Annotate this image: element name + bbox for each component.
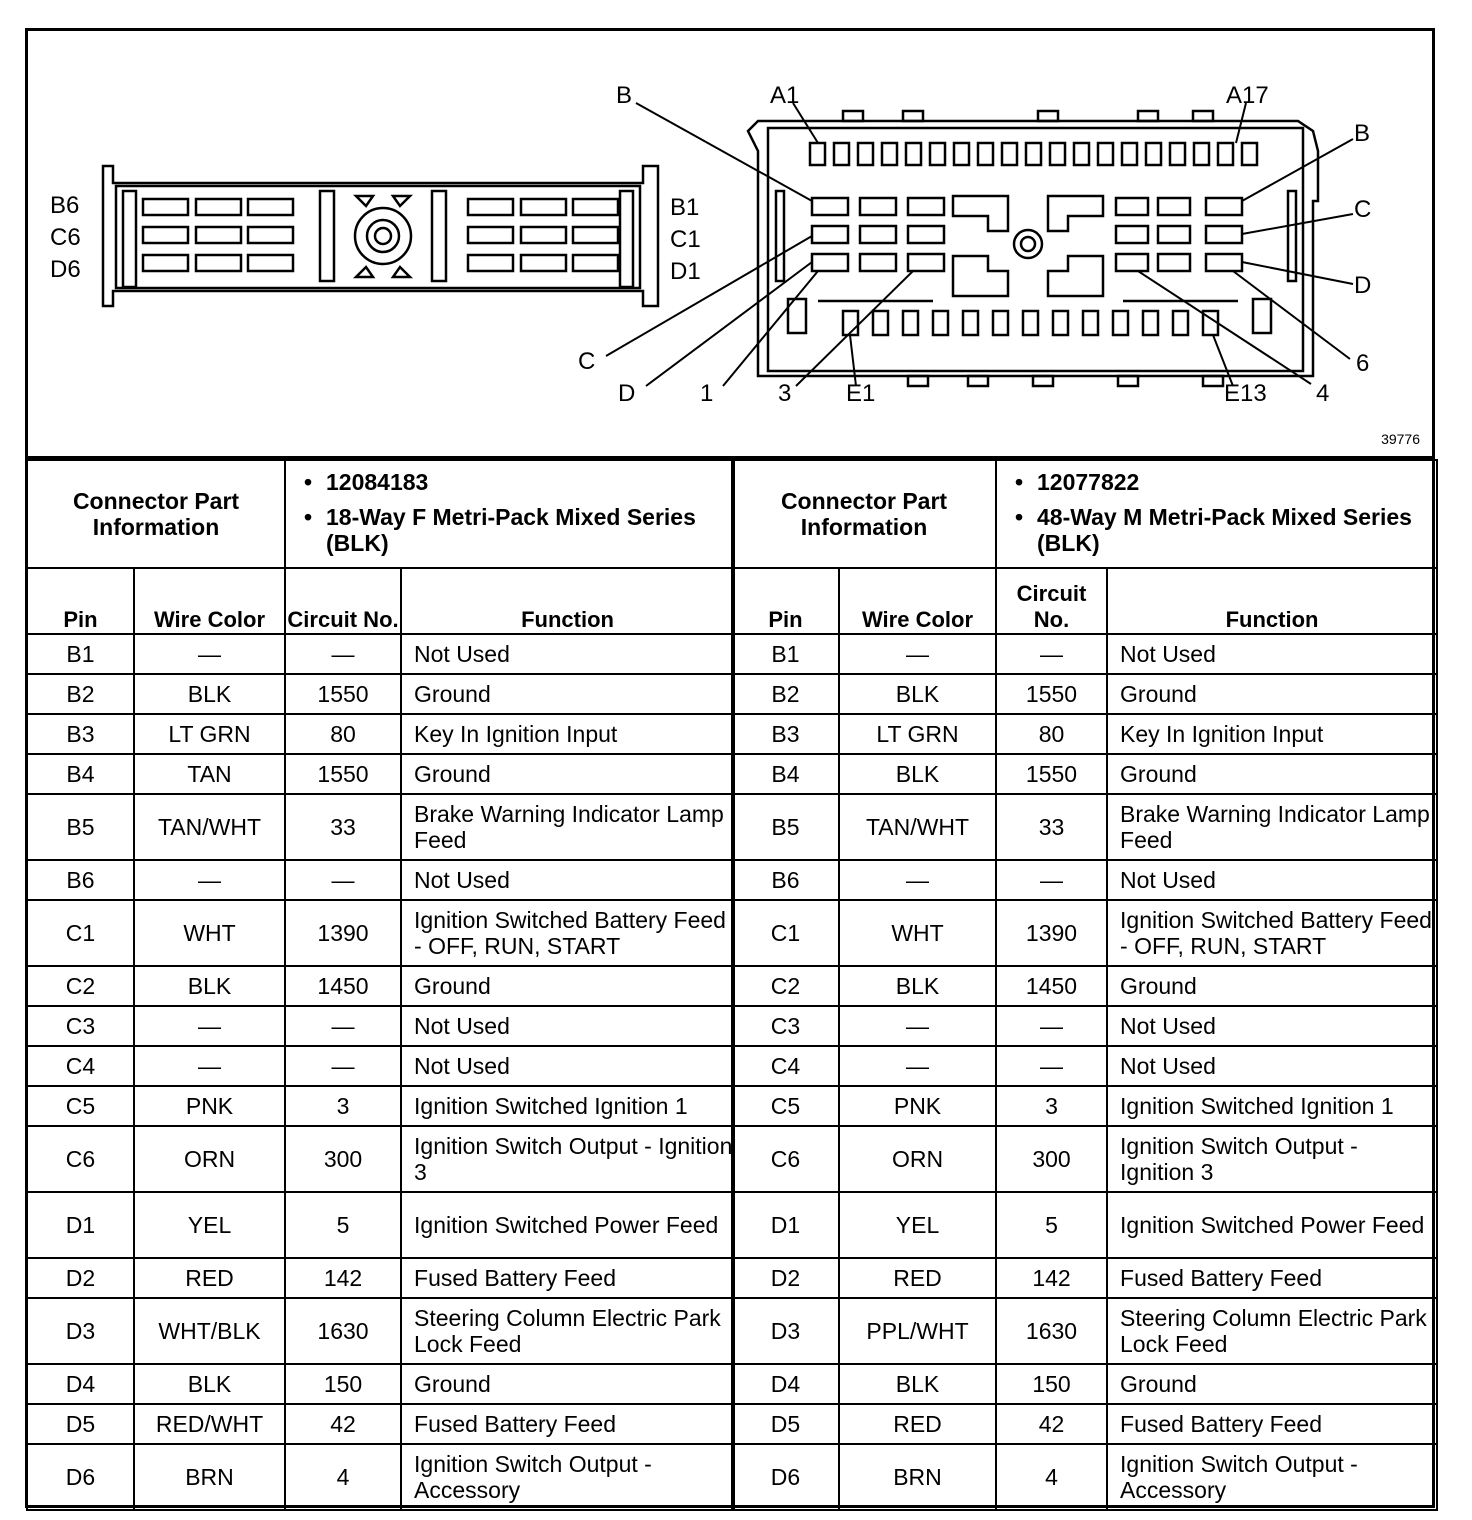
table-row bbox=[732, 1192, 1437, 1258]
pin-cell: C1 bbox=[732, 900, 839, 966]
pin-cell: B4 bbox=[732, 754, 839, 794]
label-b6: B6 bbox=[50, 192, 80, 219]
circuit-number-cell: 3 bbox=[996, 1086, 1107, 1126]
circuit-number-cell: 1550 bbox=[285, 754, 401, 794]
table-row bbox=[732, 1364, 1437, 1404]
connector-info-item: • 48-Way M Metri-Pack Mixed Series (BLK) bbox=[1037, 504, 1426, 556]
column-header-pin: Pin bbox=[732, 568, 839, 634]
circuit-number-cell: 5 bbox=[996, 1192, 1107, 1258]
table-row bbox=[732, 1298, 1437, 1364]
function-cell: Key In Ignition Input bbox=[1107, 714, 1437, 754]
table-row bbox=[732, 900, 1437, 966]
table-row bbox=[27, 900, 734, 966]
wire-color-cell: — bbox=[839, 1046, 996, 1086]
left-connector-body bbox=[103, 166, 658, 306]
table-row bbox=[27, 1444, 734, 1510]
circuit-number-cell: 33 bbox=[996, 794, 1107, 860]
label-d6: D6 bbox=[50, 256, 81, 283]
pin-cell: D1 bbox=[732, 1192, 839, 1258]
wire-color-cell: WHT/BLK bbox=[134, 1298, 285, 1364]
table-row bbox=[27, 1086, 734, 1126]
pin-cell: D4 bbox=[732, 1364, 839, 1404]
table-row bbox=[732, 1258, 1437, 1298]
function-cell: Ignition Switch Output - Accessory bbox=[1107, 1444, 1437, 1510]
function-cell: Ground bbox=[1107, 674, 1437, 714]
pin-cell: B2 bbox=[732, 674, 839, 714]
connector-info-row bbox=[732, 460, 1437, 568]
function-cell: Fused Battery Feed bbox=[1107, 1404, 1437, 1444]
circuit-number-cell: 1630 bbox=[996, 1298, 1107, 1364]
table-row bbox=[732, 634, 1437, 674]
circuit-number-cell: 300 bbox=[285, 1126, 401, 1192]
wire-color-cell: RED bbox=[839, 1258, 996, 1298]
circuit-number-cell: — bbox=[996, 1006, 1107, 1046]
circuit-number-cell: 1550 bbox=[285, 674, 401, 714]
column-header-wire: Wire Color bbox=[839, 568, 996, 634]
circuit-number-cell: — bbox=[996, 860, 1107, 900]
function-cell: Ground bbox=[1107, 1364, 1437, 1404]
pin-cell: C6 bbox=[732, 1126, 839, 1192]
circuit-number-cell: — bbox=[285, 1006, 401, 1046]
connector-info-label: Connector Part Information bbox=[27, 460, 285, 568]
wire-color-cell: PNK bbox=[839, 1086, 996, 1126]
function-cell: Not Used bbox=[1107, 860, 1437, 900]
connector-diagram bbox=[28, 31, 1432, 459]
label-e1: E1 bbox=[846, 380, 876, 407]
table-row bbox=[27, 754, 734, 794]
circuit-number-cell: 5 bbox=[285, 1192, 401, 1258]
function-cell: Ground bbox=[401, 966, 734, 1006]
wire-color-cell: YEL bbox=[839, 1192, 996, 1258]
connector-info-row bbox=[27, 460, 734, 568]
column-header-circuit: Circuit No. bbox=[996, 568, 1107, 634]
pin-cell: B4 bbox=[27, 754, 134, 794]
wire-color-cell: — bbox=[134, 1046, 285, 1086]
circuit-number-cell: 3 bbox=[285, 1086, 401, 1126]
pin-cell: B1 bbox=[27, 634, 134, 674]
label-a1: A1 bbox=[770, 82, 800, 109]
table-row bbox=[27, 860, 734, 900]
pin-cell: B5 bbox=[732, 794, 839, 860]
pin-cell: B3 bbox=[27, 714, 134, 754]
circuit-number-cell: 4 bbox=[285, 1444, 401, 1510]
circuit-number-cell: — bbox=[285, 860, 401, 900]
table-row bbox=[732, 860, 1437, 900]
circuit-number-cell: 42 bbox=[285, 1404, 401, 1444]
table-row bbox=[732, 966, 1437, 1006]
function-cell: Ground bbox=[1107, 754, 1437, 794]
function-cell: Ground bbox=[401, 1364, 734, 1404]
pin-cell: C4 bbox=[732, 1046, 839, 1086]
wire-color-cell: — bbox=[134, 634, 285, 674]
label-top-b: B bbox=[616, 82, 633, 109]
function-cell: Ignition Switch Output - Ignition 3 bbox=[401, 1126, 734, 1192]
wire-color-cell: LT GRN bbox=[134, 714, 285, 754]
column-header-function: Function bbox=[401, 568, 734, 634]
function-cell: Brake Warning Indicator Lamp Feed bbox=[401, 794, 734, 860]
pin-cell: D6 bbox=[732, 1444, 839, 1510]
label-four: 4 bbox=[1316, 380, 1330, 407]
label-c1: C1 bbox=[670, 226, 701, 253]
wire-color-cell: WHT bbox=[839, 900, 996, 966]
table-row bbox=[732, 1404, 1437, 1444]
circuit-number-cell: 42 bbox=[996, 1404, 1107, 1444]
function-cell: Ignition Switched Ignition 1 bbox=[1107, 1086, 1437, 1126]
label-a17: A17 bbox=[1226, 82, 1269, 109]
wire-color-cell: ORN bbox=[839, 1126, 996, 1192]
circuit-number-cell: 1630 bbox=[285, 1298, 401, 1364]
pin-cell: D6 bbox=[27, 1444, 134, 1510]
column-header-circuit: Circuit No. bbox=[285, 568, 401, 634]
column-header-wire: Wire Color bbox=[134, 568, 285, 634]
function-cell: Ground bbox=[401, 754, 734, 794]
pin-cell: C3 bbox=[732, 1006, 839, 1046]
wire-color-cell: BRN bbox=[134, 1444, 285, 1510]
connector-table-18-way bbox=[26, 459, 735, 1511]
pin-cell: D2 bbox=[732, 1258, 839, 1298]
function-cell: Steering Column Electric Park Lock Feed bbox=[1107, 1298, 1437, 1364]
table-row bbox=[732, 1006, 1437, 1046]
function-cell: Not Used bbox=[1107, 634, 1437, 674]
function-cell: Not Used bbox=[401, 634, 734, 674]
pin-cell: C4 bbox=[27, 1046, 134, 1086]
wire-color-cell: BLK bbox=[839, 674, 996, 714]
table-row bbox=[27, 1046, 734, 1086]
wire-color-cell: BLK bbox=[839, 754, 996, 794]
circuit-number-cell: — bbox=[996, 1046, 1107, 1086]
wire-color-cell: RED bbox=[134, 1258, 285, 1298]
function-cell: Ignition Switched Power Feed bbox=[1107, 1192, 1437, 1258]
table-row bbox=[27, 1258, 734, 1298]
pin-cell: D5 bbox=[27, 1404, 134, 1444]
wire-color-cell: — bbox=[839, 860, 996, 900]
pin-cell: C5 bbox=[27, 1086, 134, 1126]
function-cell: Steering Column Electric Park Lock Feed bbox=[401, 1298, 734, 1364]
pin-cell: C3 bbox=[27, 1006, 134, 1046]
function-cell: Ignition Switched Battery Feed - OFF, RUN, START bbox=[1107, 900, 1437, 966]
circuit-number-cell: 1550 bbox=[996, 754, 1107, 794]
wire-color-cell: TAN/WHT bbox=[839, 794, 996, 860]
diagram-labels bbox=[50, 82, 1371, 407]
pin-cell: C1 bbox=[27, 900, 134, 966]
wire-color-cell: — bbox=[134, 1006, 285, 1046]
table-row bbox=[27, 1364, 734, 1404]
pin-cell: C6 bbox=[27, 1126, 134, 1192]
label-right-c: C bbox=[1354, 196, 1372, 223]
figure-frame bbox=[25, 28, 1435, 1508]
function-cell: Ignition Switched Battery Feed - OFF, RUN, START bbox=[401, 900, 734, 966]
table-row bbox=[732, 714, 1437, 754]
pin-cell: D4 bbox=[27, 1364, 134, 1404]
column-header-function: Function bbox=[1107, 568, 1437, 634]
table-row bbox=[732, 674, 1437, 714]
label-right-d: D bbox=[1354, 272, 1372, 299]
wire-color-cell: BLK bbox=[134, 966, 285, 1006]
connector-info-item: • 12084183 bbox=[326, 469, 723, 495]
table-row bbox=[732, 1086, 1437, 1126]
table-row bbox=[27, 1298, 734, 1364]
circuit-number-cell: 150 bbox=[996, 1364, 1107, 1404]
table-row bbox=[27, 714, 734, 754]
label-three: 3 bbox=[778, 380, 792, 407]
label-one: 1 bbox=[700, 380, 714, 407]
pin-cell: B6 bbox=[732, 860, 839, 900]
table-row bbox=[27, 966, 734, 1006]
table-row bbox=[27, 1126, 734, 1192]
table-row bbox=[732, 1126, 1437, 1192]
function-cell: Not Used bbox=[401, 1046, 734, 1086]
wire-color-cell: RED bbox=[839, 1404, 996, 1444]
pin-cell: B5 bbox=[27, 794, 134, 860]
wire-color-cell: PNK bbox=[134, 1086, 285, 1126]
label-e13: E13 bbox=[1224, 380, 1267, 407]
table-row bbox=[27, 1404, 734, 1444]
label-b1: B1 bbox=[670, 194, 700, 221]
pin-cell: D1 bbox=[27, 1192, 134, 1258]
function-cell: Brake Warning Indicator Lamp Feed bbox=[1107, 794, 1437, 860]
pin-cell: B3 bbox=[732, 714, 839, 754]
function-cell: Ground bbox=[401, 674, 734, 714]
pin-cell: B6 bbox=[27, 860, 134, 900]
column-header-row bbox=[732, 568, 1437, 634]
connector-info-item: • 12077822 bbox=[1037, 469, 1426, 495]
connector-info-list bbox=[996, 460, 1437, 568]
circuit-number-cell: 1390 bbox=[285, 900, 401, 966]
pin-cell: D2 bbox=[27, 1258, 134, 1298]
connector-info-label: Connector Part Information bbox=[732, 460, 996, 568]
wire-color-cell: — bbox=[134, 860, 285, 900]
pin-cell: C2 bbox=[27, 966, 134, 1006]
wire-color-cell: TAN/WHT bbox=[134, 794, 285, 860]
table-row bbox=[27, 794, 734, 860]
circuit-number-cell: 1390 bbox=[996, 900, 1107, 966]
wire-color-cell: BLK bbox=[134, 1364, 285, 1404]
right-connector-body bbox=[748, 111, 1318, 386]
pin-cell: C2 bbox=[732, 966, 839, 1006]
function-cell: Ignition Switch Output - Accessory bbox=[401, 1444, 734, 1510]
column-header-pin: Pin bbox=[27, 568, 134, 634]
label-c6: C6 bbox=[50, 224, 81, 251]
column-header-row bbox=[27, 568, 734, 634]
circuit-number-cell: 300 bbox=[996, 1126, 1107, 1192]
circuit-number-cell: 80 bbox=[285, 714, 401, 754]
function-cell: Fused Battery Feed bbox=[401, 1258, 734, 1298]
connector-table-48-way bbox=[731, 459, 1438, 1511]
connector-drawing bbox=[28, 31, 1432, 456]
function-cell: Not Used bbox=[401, 860, 734, 900]
wire-color-cell: TAN bbox=[134, 754, 285, 794]
table-row bbox=[27, 674, 734, 714]
pin-cell: D5 bbox=[732, 1404, 839, 1444]
wire-color-cell: WHT bbox=[134, 900, 285, 966]
function-cell: Ground bbox=[1107, 966, 1437, 1006]
function-cell: Key In Ignition Input bbox=[401, 714, 734, 754]
connector-info-list bbox=[285, 460, 734, 568]
wire-color-cell: ORN bbox=[134, 1126, 285, 1192]
circuit-number-cell: 142 bbox=[996, 1258, 1107, 1298]
wire-color-cell: BLK bbox=[839, 966, 996, 1006]
table-row bbox=[27, 634, 734, 674]
function-cell: Not Used bbox=[1107, 1006, 1437, 1046]
table-row bbox=[732, 754, 1437, 794]
pin-cell: D3 bbox=[732, 1298, 839, 1364]
label-bottom-d: D bbox=[618, 380, 636, 407]
figure-number: 39776 bbox=[1381, 431, 1420, 447]
wire-color-cell: BLK bbox=[134, 674, 285, 714]
wire-color-cell: PPL/WHT bbox=[839, 1298, 996, 1364]
circuit-number-cell: 33 bbox=[285, 794, 401, 860]
wire-color-cell: BRN bbox=[839, 1444, 996, 1510]
label-bottom-c: C bbox=[578, 348, 596, 375]
table-row bbox=[27, 1192, 734, 1258]
circuit-number-cell: 1450 bbox=[996, 966, 1107, 1006]
function-cell: Fused Battery Feed bbox=[401, 1404, 734, 1444]
wire-color-cell: YEL bbox=[134, 1192, 285, 1258]
pin-cell: C5 bbox=[732, 1086, 839, 1126]
pin-cell: B2 bbox=[27, 674, 134, 714]
function-cell: Ignition Switched Power Feed bbox=[401, 1192, 734, 1258]
table-row bbox=[732, 1444, 1437, 1510]
circuit-number-cell: 1550 bbox=[996, 674, 1107, 714]
circuit-number-cell: — bbox=[996, 634, 1107, 674]
function-cell: Ignition Switch Output - Ignition 3 bbox=[1107, 1126, 1437, 1192]
circuit-number-cell: 4 bbox=[996, 1444, 1107, 1510]
function-cell: Not Used bbox=[1107, 1046, 1437, 1086]
label-d1: D1 bbox=[670, 258, 701, 285]
function-cell: Fused Battery Feed bbox=[1107, 1258, 1437, 1298]
circuit-number-cell: 1450 bbox=[285, 966, 401, 1006]
label-six: 6 bbox=[1356, 350, 1370, 377]
circuit-number-cell: 142 bbox=[285, 1258, 401, 1298]
wire-color-cell: BLK bbox=[839, 1364, 996, 1404]
circuit-number-cell: — bbox=[285, 634, 401, 674]
function-cell: Ignition Switched Ignition 1 bbox=[401, 1086, 734, 1126]
circuit-number-cell: 150 bbox=[285, 1364, 401, 1404]
table-row bbox=[732, 1046, 1437, 1086]
table-row bbox=[27, 1006, 734, 1046]
wire-color-cell: — bbox=[839, 634, 996, 674]
function-cell: Not Used bbox=[401, 1006, 734, 1046]
circuit-number-cell: — bbox=[285, 1046, 401, 1086]
wire-color-cell: RED/WHT bbox=[134, 1404, 285, 1444]
circuit-number-cell: 80 bbox=[996, 714, 1107, 754]
pin-cell: D3 bbox=[27, 1298, 134, 1364]
connector-info-item: • 18-Way F Metri-Pack Mixed Series (BLK) bbox=[326, 504, 723, 556]
wire-color-cell: — bbox=[839, 1006, 996, 1046]
table-row bbox=[732, 794, 1437, 860]
pin-cell: B1 bbox=[732, 634, 839, 674]
wire-color-cell: LT GRN bbox=[839, 714, 996, 754]
label-right-b: B bbox=[1354, 120, 1371, 147]
